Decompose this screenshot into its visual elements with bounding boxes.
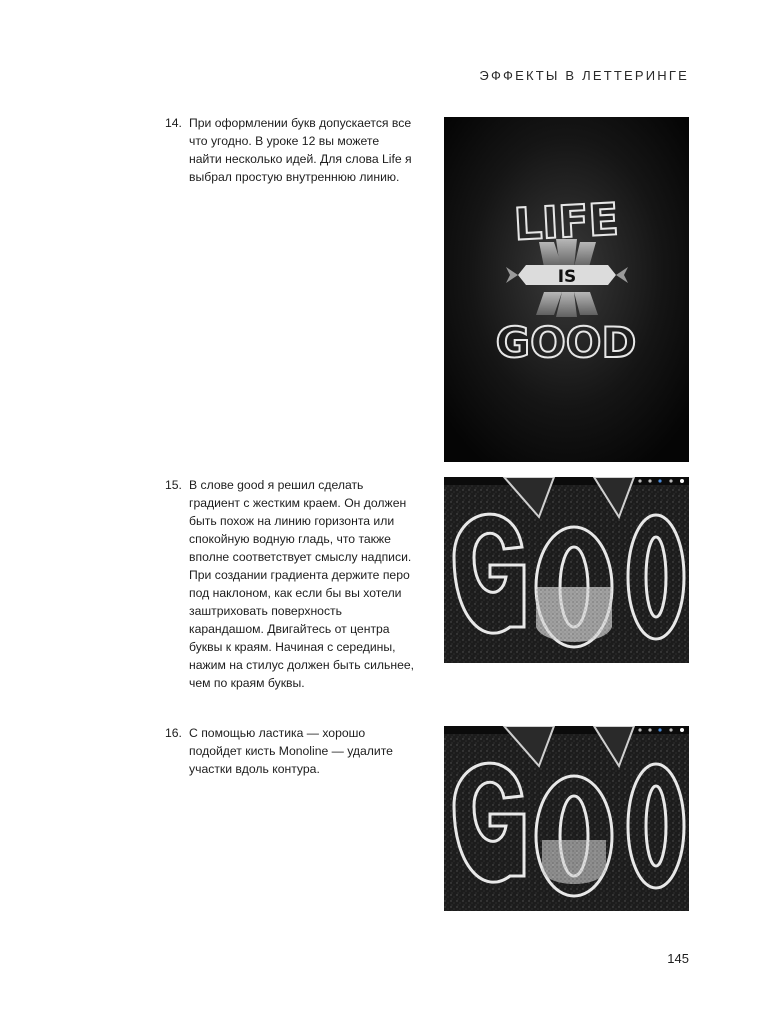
step-text: При оформлении букв допускается все что угодно. В уроке 12 вы можете найти несколько идей. Для слова Life я выбрал простую внутреннюю линию. [189, 116, 412, 184]
banner-word: IS [557, 267, 577, 287]
life-is-good-illustration [444, 117, 689, 462]
good-word: GOOD [495, 318, 637, 367]
step-14 [165, 114, 415, 186]
life-word: LIFE [512, 194, 620, 251]
step-text: В слове good я решил сделать градиент с жестким краем. Он должен быть похож на линию горизонта или спокойную водную гладь, что также вполне соответствует смыслу надписи. При создании градиента держите перо под наклоном, как если бы вы хотели заштриховать поверхность карандашом. Двигайтесь от центра буквы к краям. Начиная с середины, нажим на стилус должен быть сильнее, чем по краям буквы. [189, 478, 415, 690]
step-number: 15. [165, 478, 182, 492]
step-16 [165, 724, 415, 778]
step-15 [165, 476, 415, 692]
step-text: С помощью ластика — хорошо подойдет кисть Monoline — удалите участки вдоль контура. [189, 726, 393, 776]
goo-eraser-closeup [444, 726, 689, 911]
running-header: ЭФФЕКТЫ В ЛЕТТЕРИНГЕ [479, 68, 689, 83]
step-number: 14. [165, 116, 182, 130]
goo-gradient-closeup [444, 477, 689, 663]
page-number: 145 [667, 951, 689, 966]
step-number: 16. [165, 726, 182, 740]
